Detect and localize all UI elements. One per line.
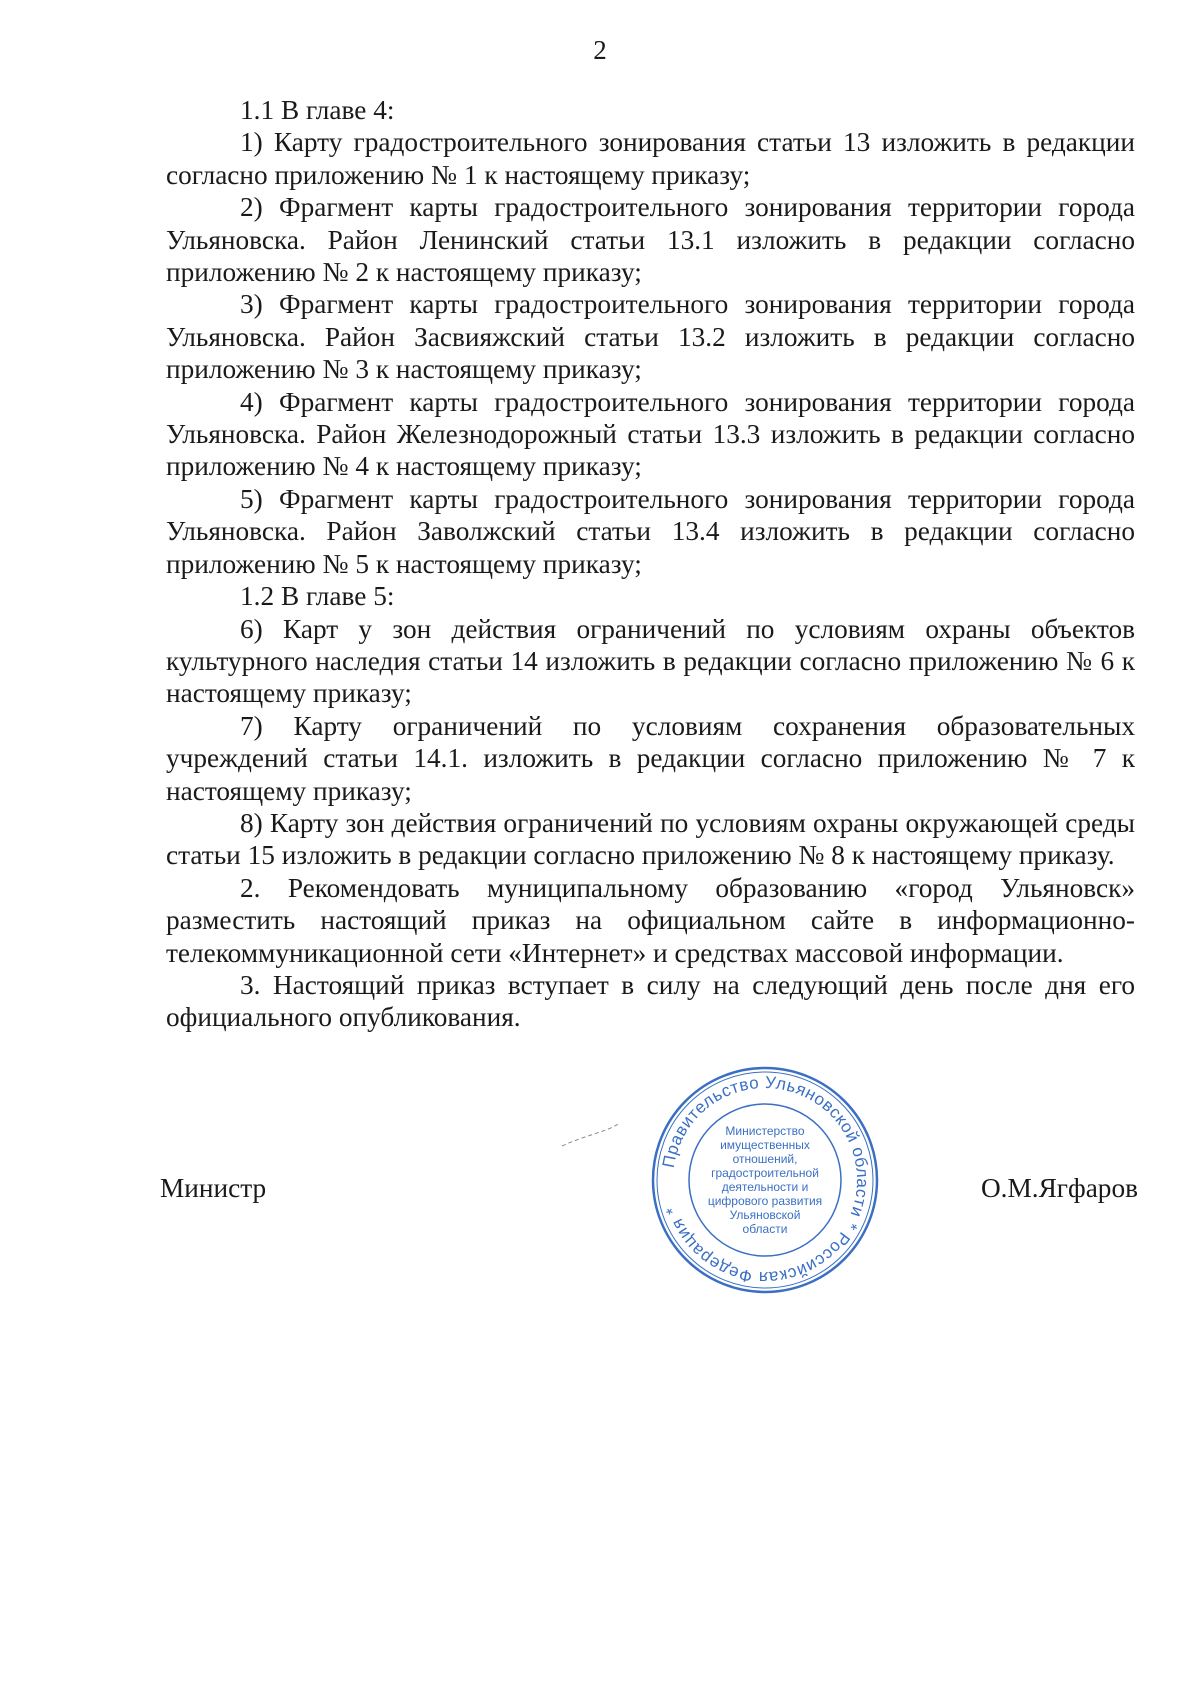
signature-scribble (560, 1116, 620, 1156)
paragraph: 2. Рекомендовать муниципальному образованию «город Ульяновск» разместить настоящий приказ на официальном сайте в информационно-телекоммуникационной сети «Интернет» и средствах массовой информации. (166, 872, 1135, 968)
paragraph: 2) Фрагмент карты градостроительного зонирования территории города Ульяновска. Район Ленинский статьи 13.1 изложить в редакции согласно приложению № 2 к настоящему приказу; (166, 192, 1135, 288)
paragraph: 4) Фрагмент карты градостроительного зонирования территории города Ульяновска. Район Железнодорожный статьи 13.3 изложить в редакции согласно приложению № 4 к настоящему приказу; (166, 386, 1135, 482)
paragraph: 8) Карту зон действия ограничений по условиям охраны окружающей среды статьи 15 изложить в редакции согласно приложению № 8 к настоящему приказу. (166, 807, 1135, 871)
page-number: 2 (593, 35, 607, 65)
svg-text:имущественных: имущественных (720, 1138, 810, 1152)
svg-text:цифрового развития: цифрового развития (707, 1194, 823, 1208)
svg-text:области: области (742, 1222, 788, 1236)
svg-text:Министерство: Министерство (725, 1124, 805, 1138)
paragraph: 3. Настоящий приказ вступает в силу на следующий день после дня его официального опубликования. (166, 969, 1135, 1033)
paragraph: 6) Карт у зон действия ограничений по условиям охраны объектов культурного наследия статьи 14 изложить в редакции согласно приложению № 6 к настоящему приказу; (166, 613, 1135, 709)
paragraph: 1.1 В главе 4: (240, 95, 395, 125)
seal-graphic (650, 1065, 880, 1295)
paragraph: 1.2 В главе 5: (240, 581, 395, 612)
svg-text:Правительство Ульяновской обла: Правительство Ульяновской области * Российская Федерация * (658, 1072, 873, 1288)
document-body (166, 94, 1135, 1034)
signer-name: О.М.Ягфаров (980, 1173, 1138, 1203)
paragraph: 3) Фрагмент карты градостроительного зонирования территории города Ульяновска. Район Засвияжский статьи 13.2 изложить в редакции согласно приложению № 3 к настоящему приказу; (166, 289, 1135, 385)
svg-text:отношений,: отношений, (732, 1152, 798, 1166)
official-seal (650, 1065, 880, 1295)
paragraph: 5) Фрагмент карты градостроительного зонирования территории города Ульяновска. Район Заволжский статьи 13.4 изложить в редакции согласно приложению № 5 к настоящему приказу; (166, 483, 1135, 579)
paragraph: 1) Карту градостроительного зонирования статьи 13 изложить в редакции согласно приложению № 1 к настоящему приказу; (166, 127, 1135, 190)
svg-text:деятельности и: деятельности и (721, 1180, 809, 1194)
signer-role: Министр (160, 1173, 267, 1203)
paragraph: 7) Карту ограничений по условиям сохранения образовательных учреждений статьи 14.1. изложить в редакции согласно приложению № 7 к настоящему приказу; (166, 710, 1135, 806)
svg-text:градостроительной: градостроительной (711, 1166, 819, 1180)
svg-text:Ульяновской: Ульяновской (729, 1208, 801, 1222)
